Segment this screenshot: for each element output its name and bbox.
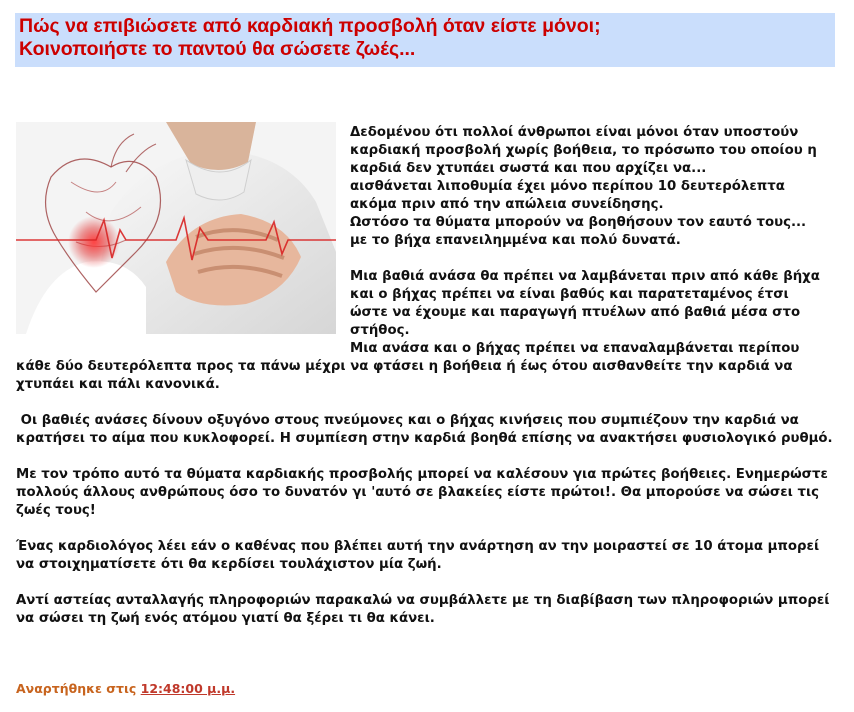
post-timestamp-link[interactable]: 12:48:00 μ.μ. — [140, 681, 236, 696]
intro-line: αισθάνεται λιποθυμία έχει μόνο περίπου 10 δευτερόλεπτα — [350, 179, 785, 194]
post-title-line-1: Πώς να επιβιώσετε από καρδιακή προσβολή όταν είστε μόνοι; — [19, 15, 601, 37]
breathing-line: Μια ανάσα και ο βήχας πρέπει να επαναλαμβάνεται περίπου — [350, 341, 800, 356]
breathing-line: και ο βήχας πρέπει να είναι βαθύς και παρατεταμένος έτσι — [350, 287, 789, 302]
intro-line: Δεδομένου ότι πολλοί άνθρωποι είναι μόνοι όταν υποστούν — [350, 125, 799, 140]
post-body — [16, 124, 839, 628]
intro-line: με το βήχα επανειλημμένα και πολύ δυνατά. — [350, 233, 681, 248]
closing-paragraph: Αντί αστείας ανταλλαγής πληροφοριών παρακαλώ να συμβάλλετε με τη διαβίβαση των πληροφοριών μπορεί να σώσει τη ζωή ενός ατόμου γιατί θα ξέρει τι θα κάνει. — [16, 593, 830, 626]
post-footer — [16, 681, 235, 696]
posted-label: Αναρτήθηκε στις — [16, 681, 137, 696]
intro-line: Ωστόσο τα θύματα μπορούν να βοηθήσουν τον εαυτό τους... — [350, 215, 807, 230]
breathing-line: κάθε δύο δευτερόλεπτα προς τα πάνω μέχρι να φτάσει η βοήθεια ή έως ότου αισθανθείτε την καρδιά να — [16, 359, 793, 374]
intro-line: καρδιά δεν χτυπάει σωστά και που αρχίζει να... — [350, 161, 707, 176]
compression-paragraph: Οι βαθιές ανάσες δίνουν οξυγόνο στους πνεύμονες και ο βήχας κινήσεις που συμπιέζουν την καρδιά να κρατήσει το αίμα που κυκλοφορεί. Η συμπίεση στην καρδιά βοηθά επίσης να ανακτήσει φυσιολογικό ρυθμό. — [16, 413, 833, 446]
breathing-line: Μια βαθιά ανάσα θα πρέπει να λαμβάνεται πριν από κάθε βήχα — [350, 269, 820, 284]
intro-line: ακόμα πριν από την απώλεια συνείδησης. — [350, 197, 664, 212]
post-title-box — [15, 13, 835, 67]
post-title-line-2: Κοινοποιήστε το παντού θα σώσετε ζωές... — [19, 38, 416, 60]
breathing-line: χτυπάει και πάλι κανονικά. — [16, 377, 220, 392]
share-paragraph: Με τον τρόπο αυτό τα θύματα καρδιακής προσβολής μπορεί να καλέσουν για πρώτες βοήθειες. Ενημερώστε πολλούς άλλους ανθρώπους όσο το δυνατόν γι 'αυτό σε βλακείες είστε πρώτοι!. Θα μπορούσε να σώσει τις ζωές τους! — [16, 467, 828, 518]
intro-line: καρδιακή προσβολή χωρίς βοήθεια, το πρόσωπο του οποίου η — [350, 143, 817, 158]
cardiologist-paragraph: Ένας καρδιολόγος λέει εάν ο καθένας που βλέπει αυτή την ανάρτηση αν την μοιραστεί σε 10 άτομα μπορεί να στοιχηματίσετε ότι θα κερδίσει τουλάχιστον μία ζωή. — [16, 539, 820, 572]
breathing-line: ώστε να έχουμε και παραγωγή πτυέλων από βαθιά μέσα στο — [350, 305, 801, 320]
breathing-line: στήθος. — [350, 323, 410, 338]
image-spacer — [16, 124, 350, 354]
